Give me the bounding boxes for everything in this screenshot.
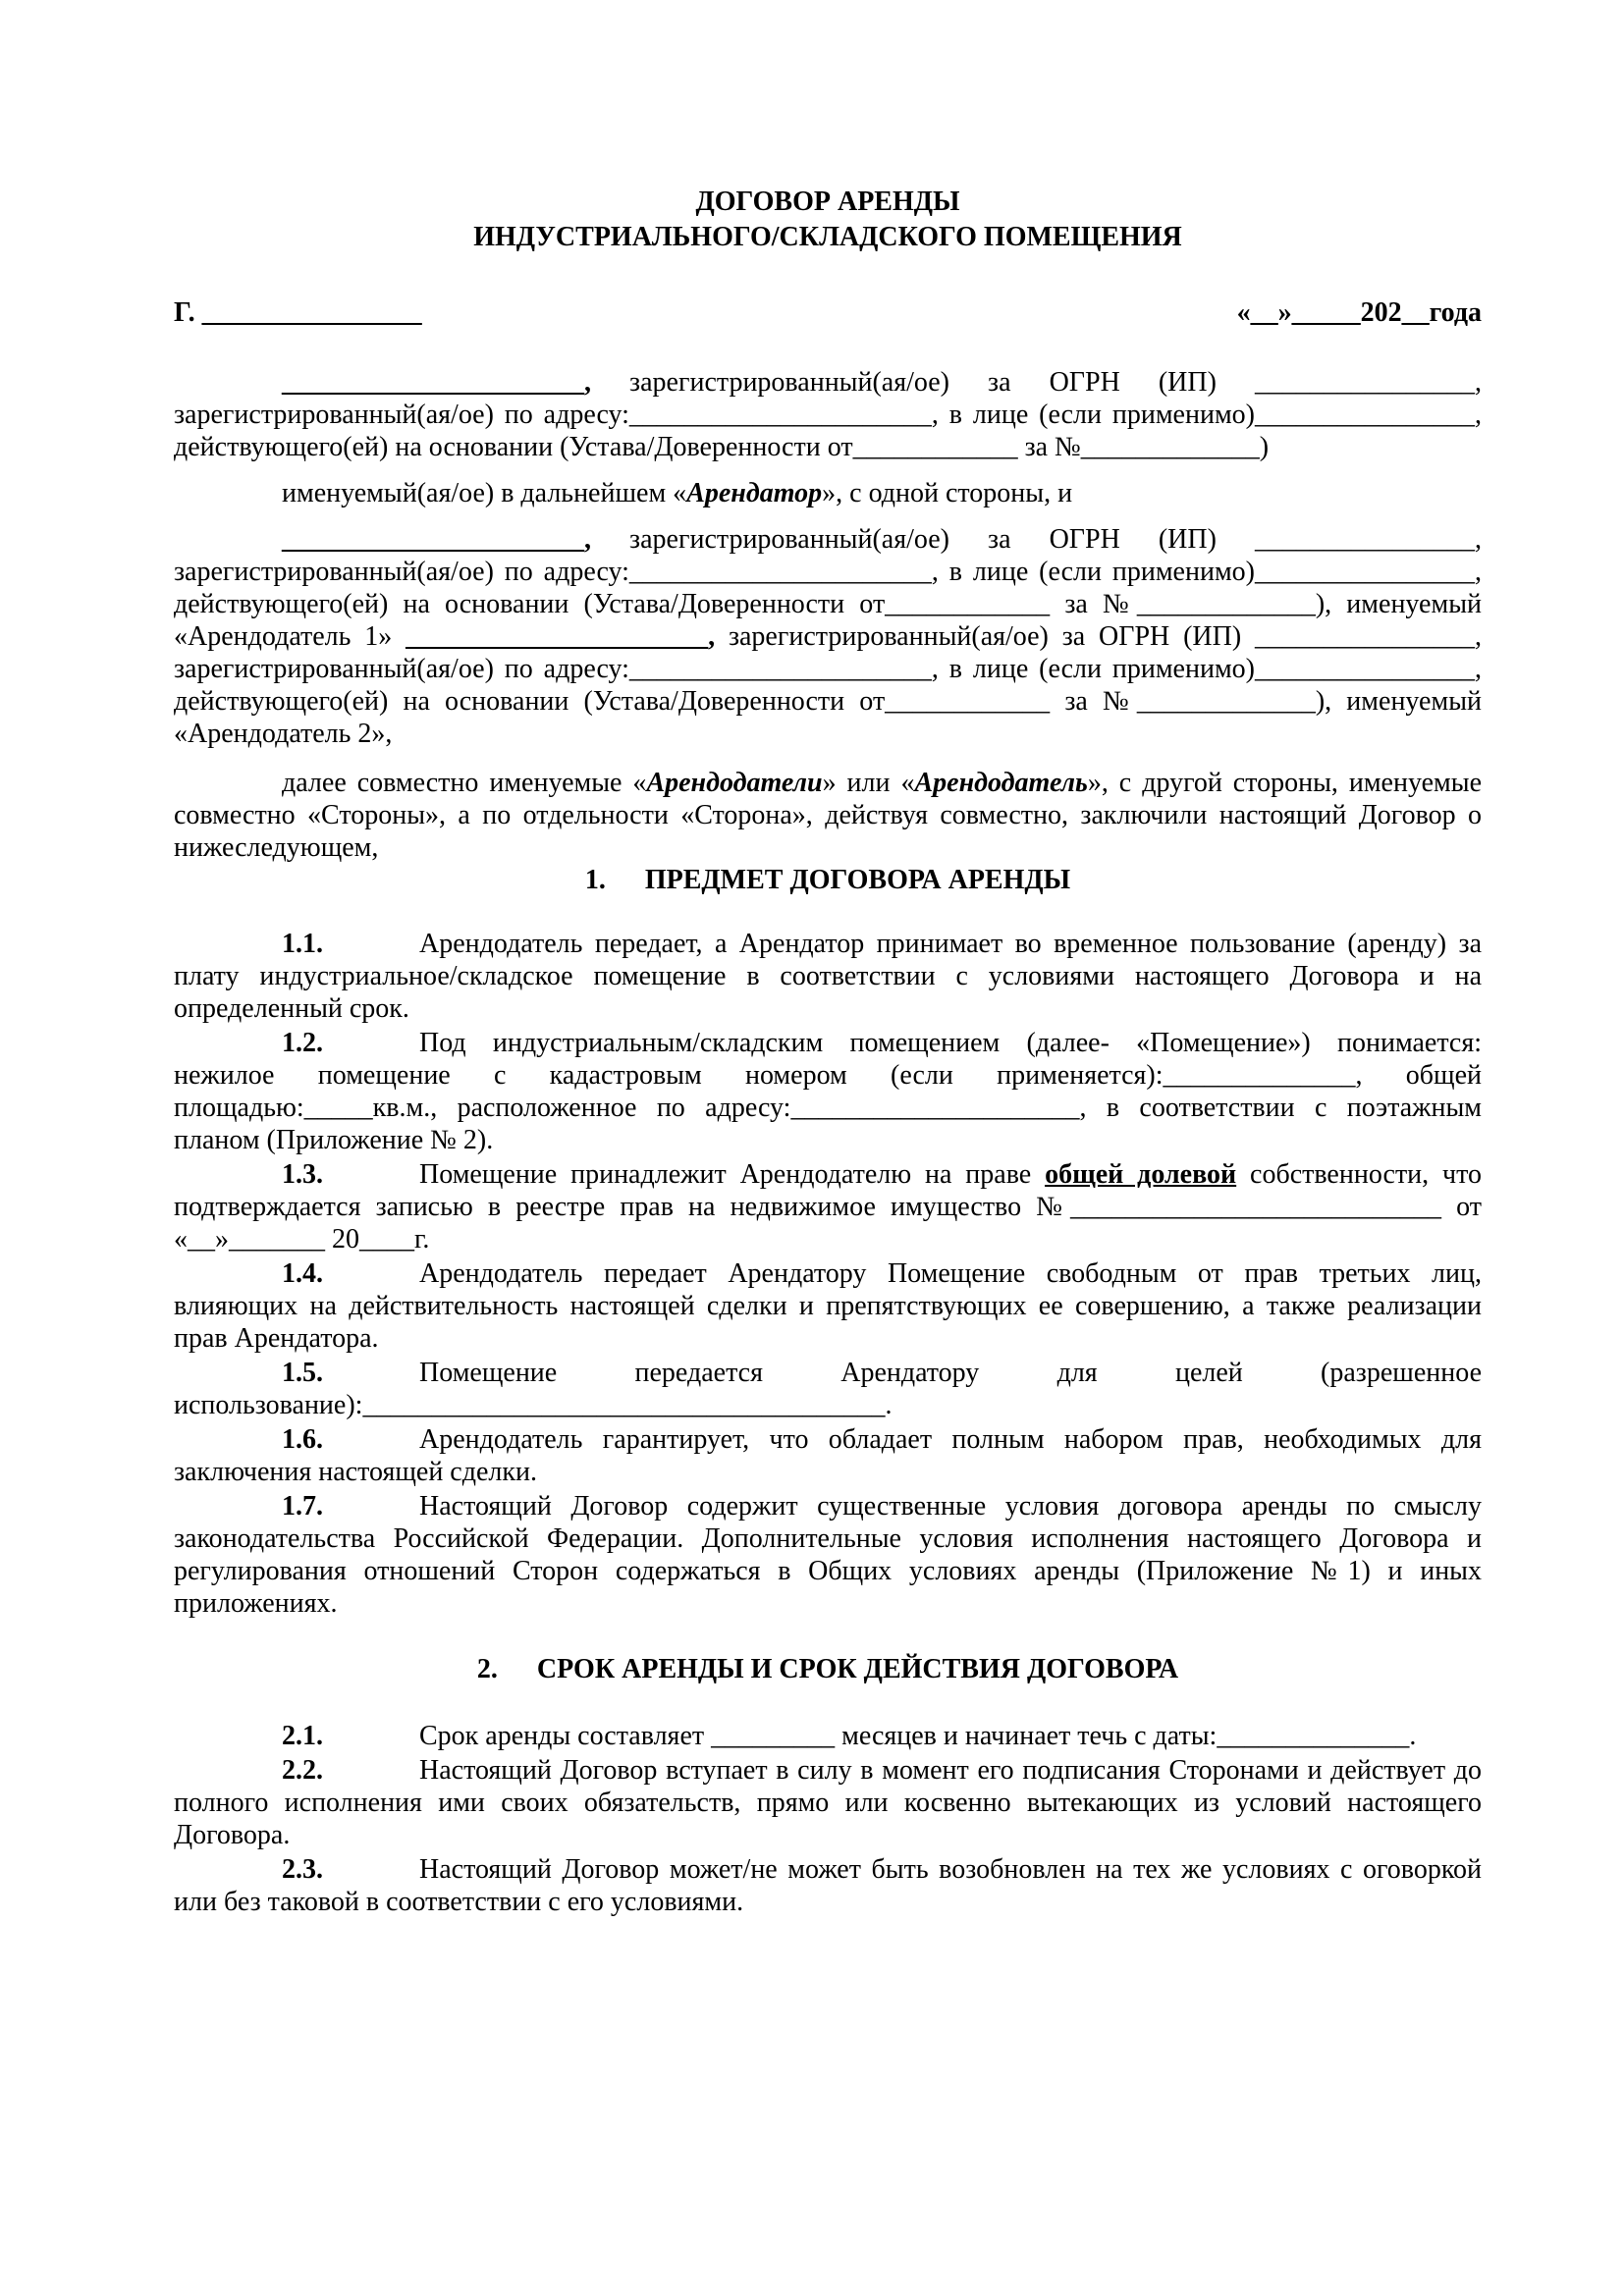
text-run: », с одной стороны, и xyxy=(822,478,1073,508)
clause-1-1 xyxy=(174,928,1482,1025)
text-run: Помещение передается Арендатору для целей (разрешенное использование):______________________________________. xyxy=(174,1358,1482,1420)
contract-title-line-2: ИНДУСТРИАЛЬНОГО/СКЛАДСКОГО ПОМЕЩЕНИЯ xyxy=(473,222,1182,252)
text-run: Арендодатели xyxy=(646,768,823,798)
contract-title xyxy=(174,185,1482,255)
document-body xyxy=(174,366,1482,1918)
section-number: 2. xyxy=(476,1654,498,1684)
text-run: », с другой стороны, именуемые совместно «Стороны», а по отдельности «Сторона», действуя совместно, заключили настоящий Договор о нижеследующем, xyxy=(174,768,1482,863)
clause-1-2 xyxy=(174,1027,1482,1156)
text-run: Арендодатель передает Арендатору Помещение свободным от прав третьих лиц, влияющих на действительность настоящей сделки и препятствующих ее совершению, а также реализации прав Арендатора. xyxy=(174,1258,1482,1354)
text-run: Срок аренды составляет _________ месяцев и начинает течь с даты:______________. xyxy=(419,1721,1417,1751)
city-blank: Г. ________________ xyxy=(174,297,422,328)
text-run: зарегистрированный(ая/ое) за ОГРН (ИП) ________________, зарегистрированный(ая/ое) по адресу:______________________, в лице (если применимо)________________, действующего(ей) на основании (Устава/Доверенности от____________ за №_____________), именуемый «Арендодатель 1» xyxy=(174,524,1482,652)
text-run: общей долевой xyxy=(1045,1159,1237,1190)
contract-title-line-1: ДОГОВОР АРЕНДЫ xyxy=(695,187,960,217)
clause-1-5 xyxy=(174,1357,1482,1421)
text-run: Арендодатель передает, а Арендатор принимает во временное пользование (аренду) за плату индустриальное/складское помещение в соответствии с условиями настоящего Договора и на определенный срок. xyxy=(174,929,1482,1024)
section-2-heading xyxy=(174,1653,1482,1685)
text-run: ______________________, xyxy=(282,524,591,555)
clause-number: 1.3. xyxy=(282,1159,323,1190)
section-1-heading xyxy=(174,864,1482,896)
tenant-naming xyxy=(174,477,1482,509)
clause-1-3 xyxy=(174,1158,1482,1255)
city-date-line xyxy=(174,296,1482,329)
text-run: Под индустриальным/складским помещением (далее- «Помещение») понимается: нежилое помещение с кадастровым номером (если применяется):______________, общей площадью:_____кв.м., расположенное по адресу:_____________________, в соответствии с поэтажным планом (Приложение № 2). xyxy=(174,1028,1482,1155)
clause-number: 2.2. xyxy=(282,1755,323,1786)
parties-joint-clause xyxy=(174,767,1482,864)
section-title: СРОК АРЕНДЫ И СРОК ДЕЙСТВИЯ ДОГОВОРА xyxy=(536,1654,1179,1684)
clause-1-4 xyxy=(174,1257,1482,1355)
contract-date-blank: «__»_____202__года xyxy=(1236,297,1482,328)
text-run: именуемый(ая/ое) в дальнейшем « xyxy=(282,478,687,508)
clause-1-6 xyxy=(174,1423,1482,1488)
section-number: 1. xyxy=(584,865,606,895)
section-title: ПРЕДМЕТ ДОГОВОРА АРЕНДЫ xyxy=(644,865,1071,895)
text-run: далее совместно именуемые « xyxy=(282,768,647,798)
clause-2-1 xyxy=(174,1720,1482,1752)
text-run: Настоящий Договор содержит существенные условия договора аренды по смыслу законодательства Российской Федерации. Дополнительные условия исполнения настоящего Договора и регулирования отношений Сторон содержаться в Общих условиях аренды (Приложение №1) и иных приложениях. xyxy=(174,1491,1482,1619)
text-run: ______________________, xyxy=(282,367,591,398)
text-run: собственности, что подтверждается записью в реестре прав на недвижимое имущество №___________________________ от «__»_______ 20____г. xyxy=(174,1159,1482,1255)
clause-number: 1.5. xyxy=(282,1358,323,1388)
text-run: ______________________, xyxy=(406,621,716,652)
clause-1-7 xyxy=(174,1490,1482,1620)
party-landlords-details xyxy=(174,523,1482,750)
party-tenant-details xyxy=(174,366,1482,463)
text-run: Арендатор xyxy=(686,478,823,508)
clause-number: 1.2. xyxy=(282,1028,323,1058)
clause-number: 1.6. xyxy=(282,1424,323,1455)
clause-number: 2.1. xyxy=(282,1721,323,1751)
clause-number: 1.7. xyxy=(282,1491,323,1522)
text-run: зарегистрированный(ая/ое) за ОГРН (ИП) ________________, зарегистрированный(ая/ое) по адресу:______________________, в лице (если применимо)________________, действующего(ей) на основании (Устава/Доверенности от____________ за №_____________), именуемый «Арендодатель 2», xyxy=(174,621,1482,749)
text-run: Настоящий Договор вступает в силу в момент его подписания Сторонами и действует до полного исполнения ими своих обязательств, прямо или косвенно вытекающих из условий настоящего Договора. xyxy=(174,1755,1482,1850)
text-run: Арендодатель гарантирует, что обладает полным набором прав, необходимых для заключения настоящей сделки. xyxy=(174,1424,1482,1487)
text-run: зарегистрированный(ая/ое) за ОГРН (ИП) ________________, зарегистрированный(ая/ое) по адресу:______________________, в лице (если применимо)________________, действующего(ей) на основании (Устава/Доверенности от____________ за №_____________) xyxy=(174,367,1482,462)
clause-number: 2.3. xyxy=(282,1854,323,1885)
clause-number: 1.1. xyxy=(282,929,323,959)
text-run: Настоящий Договор может/не может быть возобновлен на тех же условиях с оговоркой или без таковой в соответствии с его условиями. xyxy=(174,1854,1482,1917)
text-run: » или « xyxy=(822,768,915,798)
clause-2-3 xyxy=(174,1853,1482,1918)
clause-2-2 xyxy=(174,1754,1482,1851)
clause-number: 1.4. xyxy=(282,1258,323,1289)
text-run: Помещение принадлежит Арендодателю на праве xyxy=(419,1159,1046,1190)
text-run: Арендодатель xyxy=(914,768,1088,798)
